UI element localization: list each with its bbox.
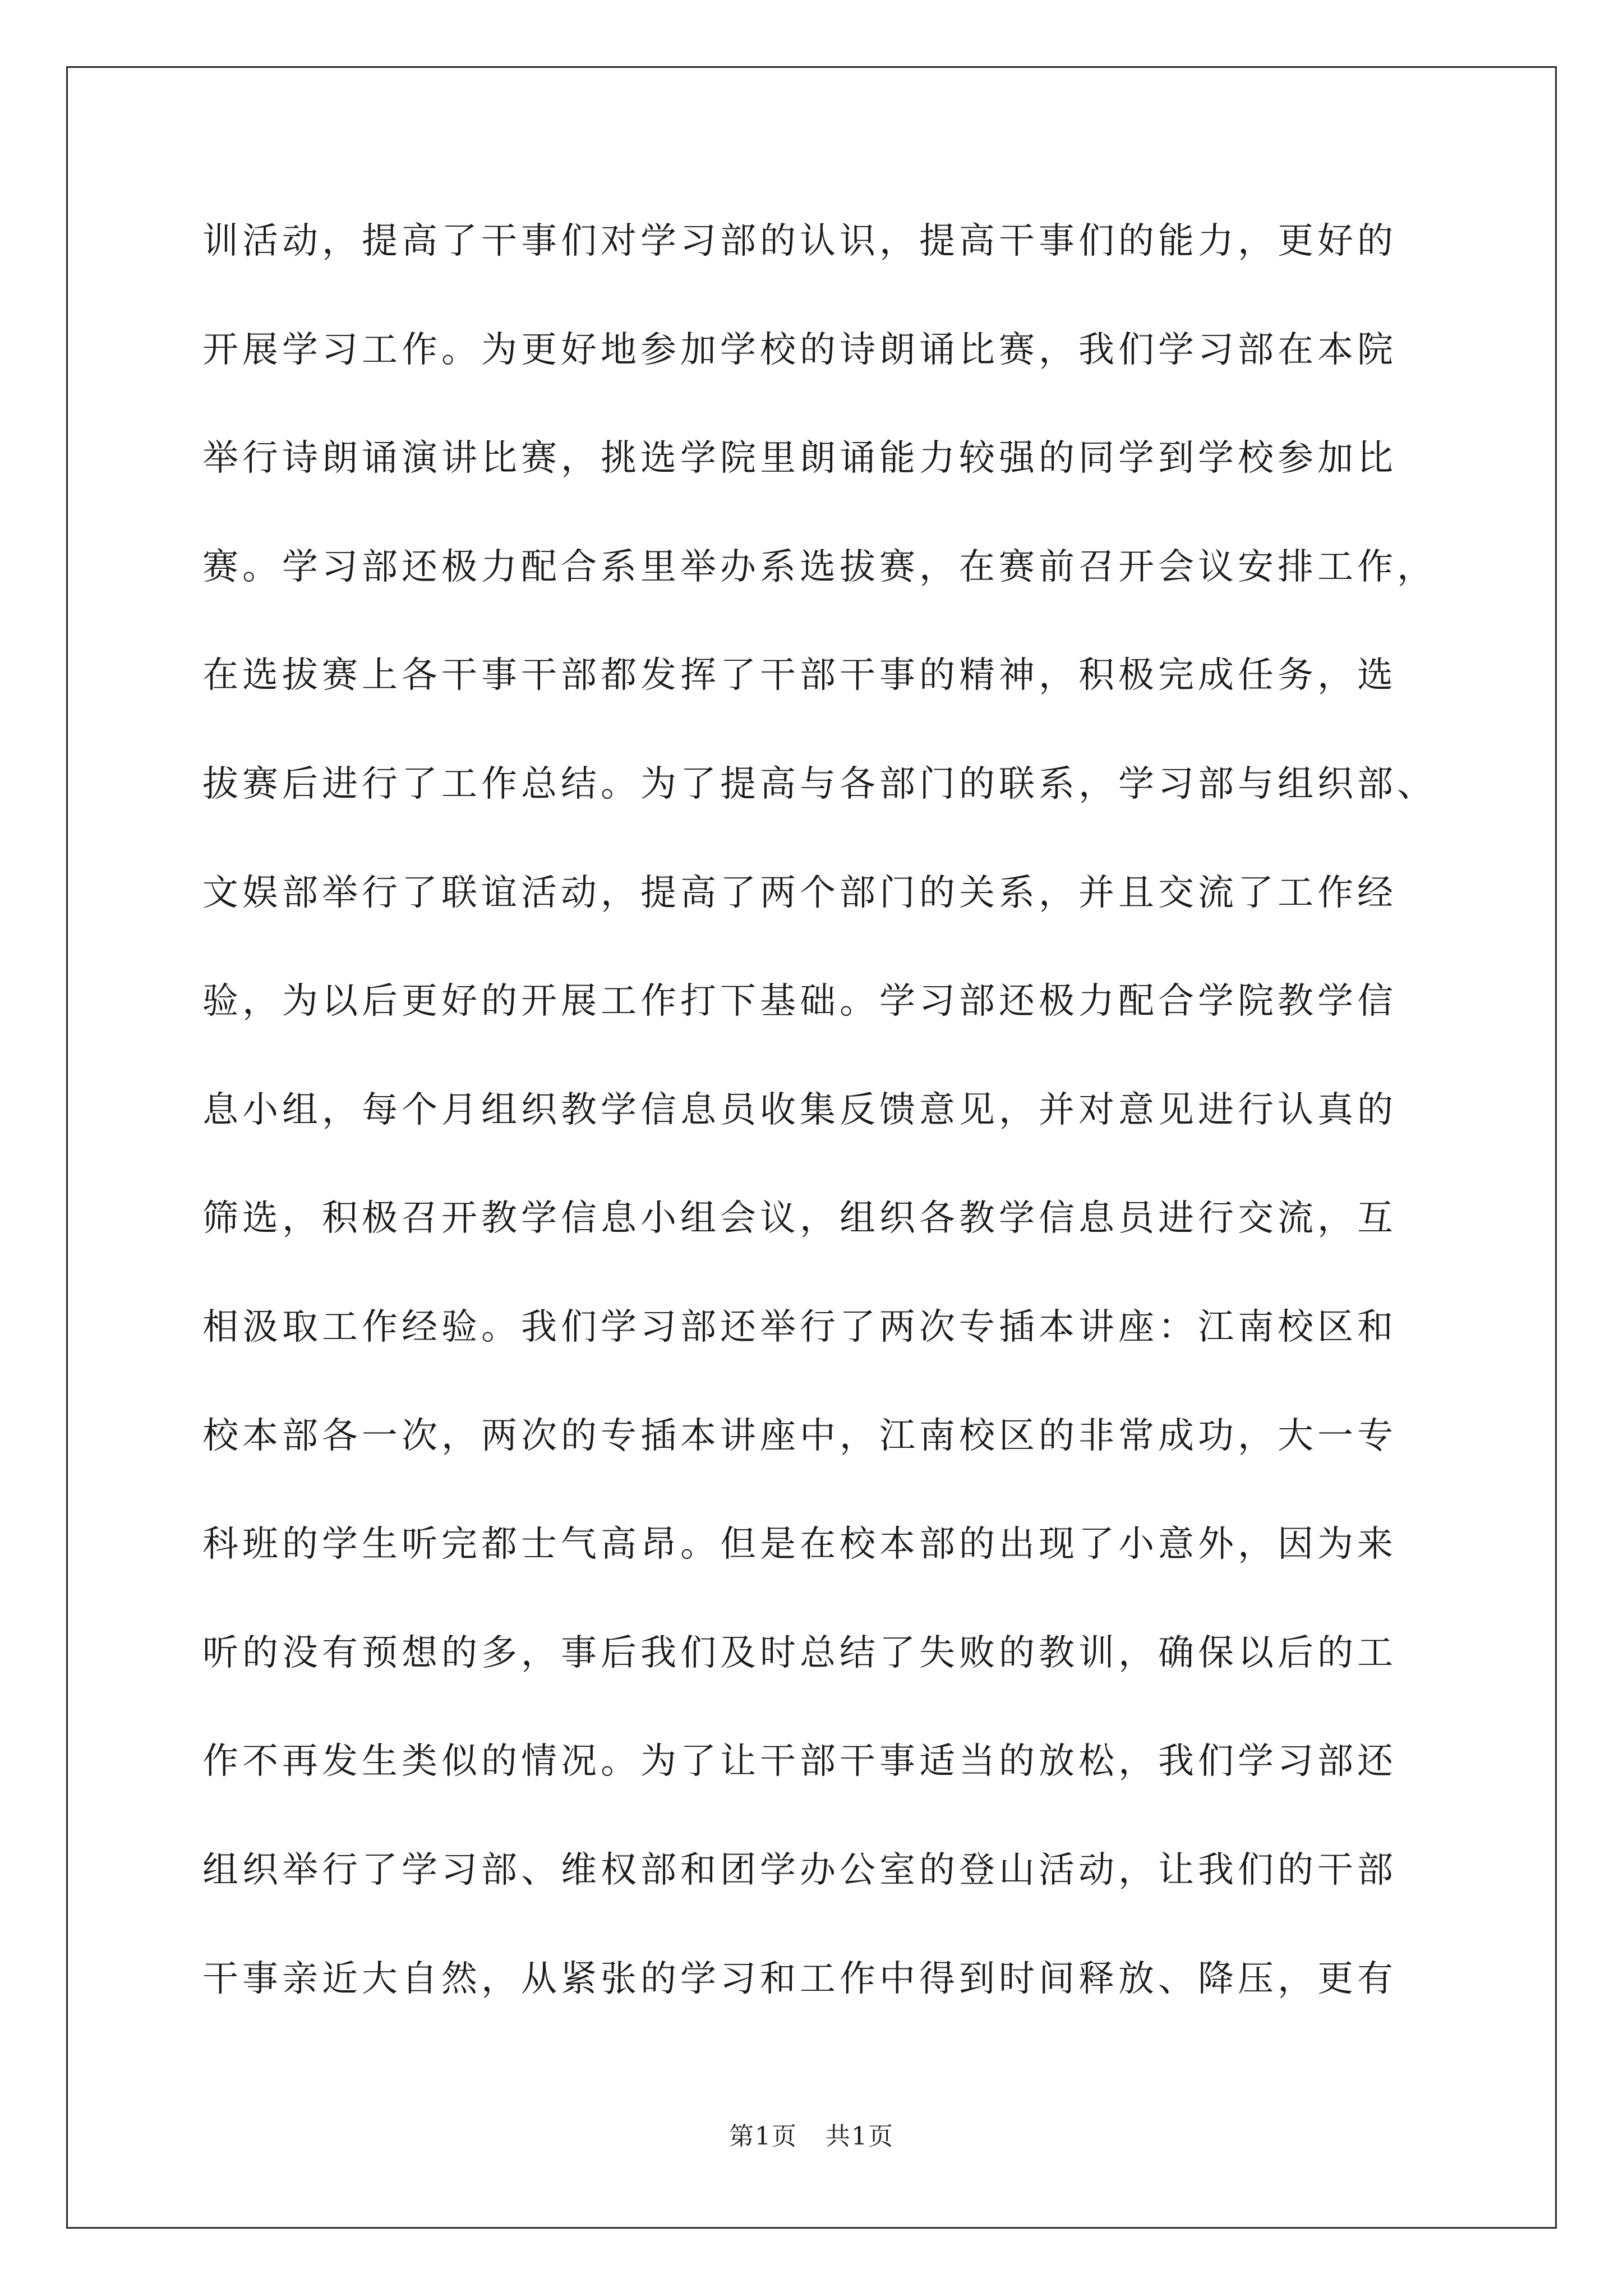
- text-line-content: 校本部各一次，两次的专插本讲座中，江南校区的非常成功，大一专: [202, 1415, 1397, 1457]
- page-total: 共1页: [826, 2122, 894, 2151]
- text-line: [202, 1082, 1459, 1191]
- text-line: [202, 1299, 1459, 1408]
- text-line: [202, 430, 1459, 539]
- text-line: [202, 647, 1459, 756]
- text-line-content: 相汲取工作经验。我们学习部还举行了两次专插本讲座：江南校区和: [202, 1306, 1397, 1348]
- text-line-content: 在选拔赛上各干事干部都发挥了干部干事的精神，积极完成任务，选: [202, 655, 1397, 697]
- text-line-content: 文娱部举行了联谊活动，提高了两个部门的关系，并且交流了工作经: [202, 872, 1397, 914]
- text-line-content: 干事亲近大自然，从紧张的学习和工作中得到时间释放、降压，更有: [202, 1958, 1397, 2000]
- text-line-content: 开展学习工作。为更好地参加学校的诗朗诵比赛，我们学习部在本院: [202, 329, 1397, 371]
- text-line: [202, 756, 1459, 865]
- text-line: [202, 1842, 1459, 1951]
- text-line-content: 筛选，积极召开教学信息小组会议，组织各教学信息员进行交流，互: [202, 1198, 1397, 1240]
- text-line-content: 息小组，每个月组织教学信息员收集反馈意见，并对意见进行认真的: [202, 1089, 1397, 1131]
- text-line-content: 拔赛后进行了工作总结。为了提高与各部门的联系，学习部与组织部、: [202, 763, 1437, 805]
- text-line: [202, 1408, 1459, 1517]
- text-line: [202, 1625, 1459, 1734]
- text-line-content: 举行诗朗诵演讲比赛，挑选学院里朗诵能力较强的同学到学校参加比: [202, 438, 1397, 480]
- document-body: [202, 213, 1459, 2059]
- text-line-content: 作不再发生类似的情况。为了让干部干事适当的放松，我们学习部还: [202, 1741, 1397, 1783]
- text-line: [202, 213, 1459, 322]
- text-line: [202, 322, 1459, 431]
- text-line-content: 赛。学习部还极力配合系里举办系选拔赛，在赛前召开会议安排工作，: [202, 546, 1437, 588]
- text-line: [202, 1190, 1459, 1299]
- text-line: [202, 973, 1459, 1082]
- text-line-content: 验，为以后更好的开展工作打下基础。学习部还极力配合学院教学信: [202, 981, 1397, 1023]
- text-line: [202, 1951, 1459, 2060]
- page-footer: [0, 2116, 1623, 2152]
- text-line-content: 科班的学生听完都士气高昂。但是在校本部的出现了小意外，因为来: [202, 1524, 1397, 1566]
- page-number: 第1页: [729, 2122, 797, 2151]
- text-line: [202, 865, 1459, 974]
- text-line-content: 训活动，提高了干事们对学习部的认识，提高干事们的能力，更好的: [202, 220, 1397, 262]
- text-line: [202, 1733, 1459, 1842]
- text-line: [202, 539, 1459, 648]
- text-line-content: 组织举行了学习部、维权部和团学办公室的登山活动，让我们的干部: [202, 1849, 1397, 1891]
- text-line-content: 听的没有预想的多，事后我们及时总结了失败的教训，确保以后的工: [202, 1632, 1397, 1674]
- text-line: [202, 1516, 1459, 1625]
